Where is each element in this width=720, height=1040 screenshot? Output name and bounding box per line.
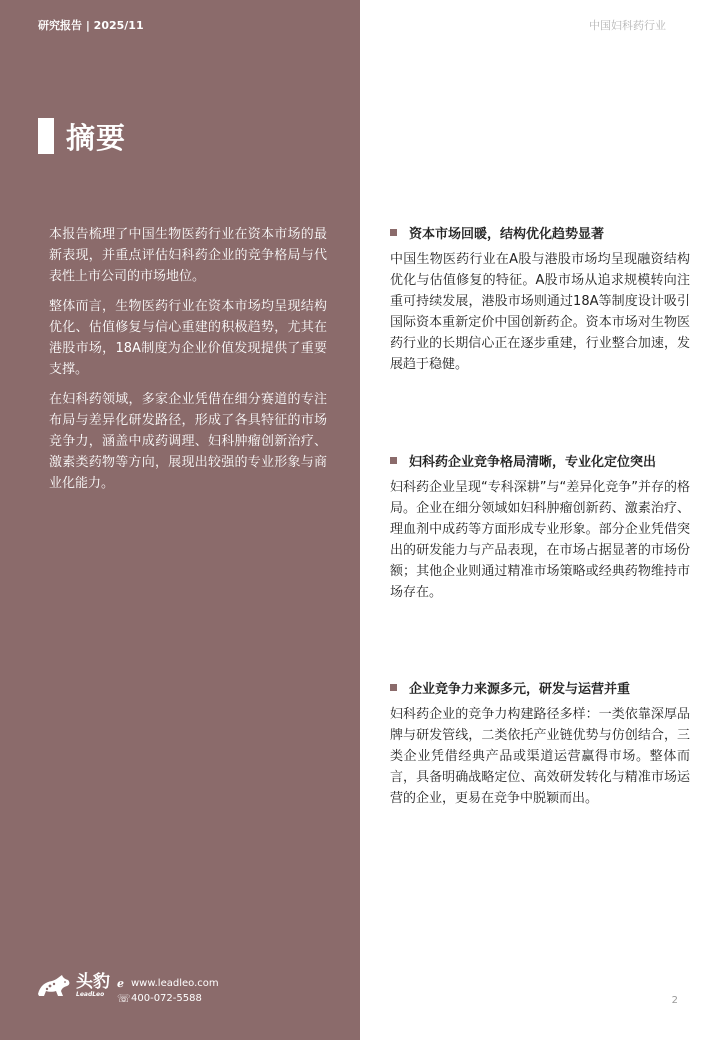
- phone-number: 400-072-5588: [131, 993, 202, 1004]
- section-title: 企业竞争力来源多元，研发与运营并重: [409, 681, 631, 697]
- section-body: 妇科药企业呈现“专科深耕”与“差异化竞争”并存的格局。企业在细分领域如妇科肿瘤创新药、激素治疗、理血剂中成药等方面形成专业形象。部分企业凭借突出的研发能力与产品表现，在市场占据显著的市场份额；其他企业则通过精准市场策略或经典药物维持市场存在。: [390, 480, 690, 600]
- logo-cn: 头豹: [76, 971, 110, 992]
- page-number: 2: [671, 995, 678, 1006]
- intro-paragraph: 在妇科药领域，多家企业凭借在细分赛道的专注布局与差异化研发路径，形成了各具特征的市场竞争力，涵盖中成药调理、妇科肿瘤创新治疗、激素类药物等方向，展现出较强的专业形象与商业化能力。: [49, 392, 327, 491]
- intro-paragraph: 本报告梳理了中国生物医药行业在资本市场的最新表现，并重点评估妇科药企业的竞争格局与代表性上市公司的市场地位。: [49, 227, 327, 284]
- industry-label: 中国妇科药行业: [589, 19, 666, 32]
- section-title: 妇科药企业竞争格局清晰，专业化定位突出: [409, 454, 657, 470]
- brand-logo: [36, 972, 110, 998]
- section-body: 中国生物医药行业在A股与港股市场均呈现融资结构优化与估值修复的特征。A股市场从追求规模转向注重可持续发展，港股市场则通过18A等制度设计吸引国际资本重新定价中国创新药企。资本市场对生物医药行业的长期信心正在逐步重建，行业整合加速，发展趋于稳健。: [390, 252, 690, 372]
- intro-paragraph: 整体而言，生物医药行业在资本市场均呈现结构优化、估值修复与信心重建的积极趋势，尤其在港股市场，18A制度为企业价值发现提供了重要支撑。: [49, 299, 327, 377]
- section-title: 资本市场回暖，结构优化趋势显著: [409, 226, 605, 242]
- square-bullet-icon: [390, 229, 397, 236]
- title-bar: [38, 118, 54, 154]
- section-body: 妇科药企业的竞争力构建路径多样：一类依靠深厚品牌与研发管线，二类依托产业链优势与仿创结合，三类企业凭借经典产品或渠道运营赢得市场。整体而言，具备明确战略定位、高效研发转化与精准市场运营的企业，更易在竞争中脱颖而出。: [390, 707, 690, 806]
- section-competition: [390, 450, 690, 603]
- report-tag: 研究报告 | 2025/11: [38, 19, 144, 32]
- section-capital-market: [390, 222, 690, 375]
- phone-icon: ☏: [117, 992, 131, 1005]
- website-link[interactable]: www.leadleo.com: [131, 978, 219, 989]
- section-competitiveness: [390, 677, 690, 809]
- contact-info: [117, 976, 219, 1006]
- web-icon: ℯ: [117, 977, 124, 990]
- page-title: 摘要: [66, 120, 127, 155]
- logo-en: LeadLeo: [76, 990, 105, 998]
- square-bullet-icon: [390, 457, 397, 464]
- intro-text: [49, 224, 327, 503]
- title-block: [38, 116, 126, 156]
- leopard-logo-icon: [36, 972, 72, 998]
- square-bullet-icon: [390, 684, 397, 691]
